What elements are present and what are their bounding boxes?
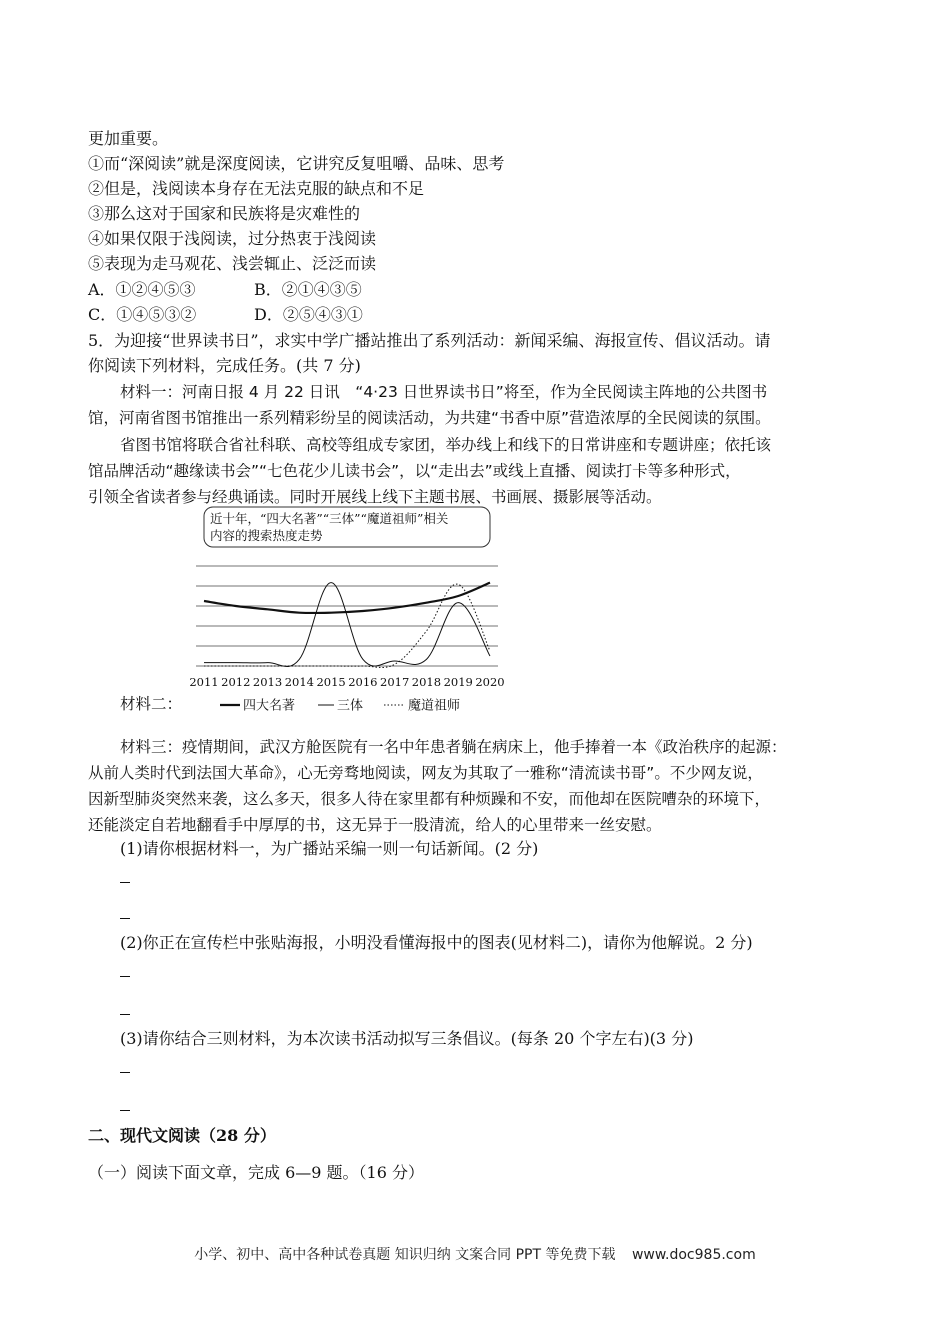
chart-title-line-2: 内容的搜索热度走势 [210,528,323,543]
chart-x-tick-label: 2014 [284,675,314,689]
chart-legend [216,695,476,715]
chart-series-line-1 [204,583,490,667]
answer-blank[interactable] [120,1072,130,1073]
section-2-title: 二、现代文阅读（28 分） [88,1126,276,1145]
chart-x-tick-label: 2020 [475,675,505,689]
chart-series-line-0 [204,583,490,613]
chart-x-tick-label: 2011 [189,675,219,689]
option-a: A．①②④⑤③ [88,280,196,299]
sentence-1: ①而“深阅读”就是深度阅读，它讲究反复咀嚼、品味、思考 [88,154,505,173]
material-1-line: 省图书馆将联合省社科联、高校等组成专家团，举办线上和线下的日常讲座和专题讲座；依托该 [120,436,772,454]
legend-label-modaozushi: 魔道祖师 [408,698,461,714]
chart-x-tick-label: 2012 [221,675,251,689]
task-1: (1)请你根据材料一，为广播站采编一则一句话新闻。(2 分) [120,839,539,858]
material-1-line: 馆，河南省图书馆推出一系列精彩纷呈的阅读活动，为共建“书香中原”营造浓厚的全民阅读的氛围。 [88,409,771,427]
legend-label-sidamingzhu: 四大名著 [243,698,296,714]
answer-blank[interactable] [120,882,130,883]
section-2-subtitle: （一）阅读下面文章，完成 6—9 题。（16 分） [88,1163,424,1182]
legend-label-santi: 三体 [337,698,364,714]
material-3-line: 还能淡定自若地翻看手中厚厚的书，这无异于一股清流，给人的心里带来一丝安慰。 [88,816,662,834]
text-line: 更加重要。 [88,129,169,148]
task-3: (3)请你结合三则材料，为本次读书活动拟写三条倡议。(每条 20 个字左右)(3 分) [120,1029,694,1048]
material-1-line: 引领全省读者参与经典诵读。同时开展线上线下主题书展、书画展、摄影展等活动。 [88,488,662,506]
chart-title-line-1: 近十年，“四大名著”“三体”“魔道祖师”相关 [210,511,449,526]
material-2-label: 材料二： [120,695,183,713]
option-b: B．②①④③⑤ [254,280,362,299]
chart-x-tick-label: 2013 [252,675,283,689]
answer-blank[interactable] [120,918,130,919]
sentence-5: ⑤表现为走马观花、浅尝辄止、泛泛而读 [88,254,377,273]
material-1-line: 馆品牌活动“趣缘读书会”“七色花少儿读书会”，以“走出去”或线上直播、阅读打卡等多种形式， [88,462,741,480]
answer-blank[interactable] [120,976,130,977]
search-trend-chart [186,504,506,690]
chart-series-group [204,583,490,668]
chart-x-tick-label: 2016 [348,675,378,689]
sentence-3: ③那么这对于国家和民族将是灾难性的 [88,204,361,223]
footer-url[interactable]: www.doc985.com [631,1247,756,1263]
option-c: C．①④⑤③② [88,305,197,324]
material-3-line: 从前人类时代到法国大革命》，心无旁骛地阅读，网友为其取了一雅称“清流读书哥”。不少网友说， [88,764,763,782]
sentence-4: ④如果仅限于浅阅读，过分热衷于浅阅读 [88,229,377,248]
chart-x-tick-label: 2019 [443,675,473,689]
chart-x-tick-label: 2015 [316,675,346,689]
answer-blank[interactable] [120,1110,130,1111]
material-3-line: 因新型肺炎突然来袭，这么多天，很多人待在家里都有种烦躁和不安，而他却在医院嘈杂的环境下， [88,790,771,808]
chart-x-tick-label: 2017 [380,675,410,689]
question-5-stem-cont: 你阅读下列材料，完成任务。(共 7 分) [88,356,361,375]
footer-text: 小学、初中、高中各种试卷真题 知识归纳 文案合同 PPT 等免费下载 [194,1247,616,1263]
material-1-line: 材料一：河南日报 4 月 22 日讯 “4·23 日世界读书日”将至，作为全民阅读主阵地的公共图书 [120,383,768,401]
chart-x-tick-label: 2018 [411,675,442,689]
chart-x-ticks [189,675,504,689]
page-footer [0,1244,950,1264]
material-3-line: 材料三：疫情期间，武汉方舱医院有一名中年患者躺在病床上，他手捧着一本《政治秩序的起源： [120,738,787,756]
answer-blank[interactable] [120,1014,130,1015]
option-d: D．②⑤④③① [254,305,363,324]
question-5-stem: 5．为迎接“世界读书日”，求实中学广播站推出了系列活动：新闻采编、海报宣传、倡议活动。请 [88,331,771,350]
sentence-2: ②但是，浅阅读本身存在无法克服的缺点和不足 [88,179,425,198]
task-2: (2)你正在宣传栏中张贴海报，小明没看懂海报中的图表(见材料二)，请你为他解说。2 分) [120,933,753,952]
